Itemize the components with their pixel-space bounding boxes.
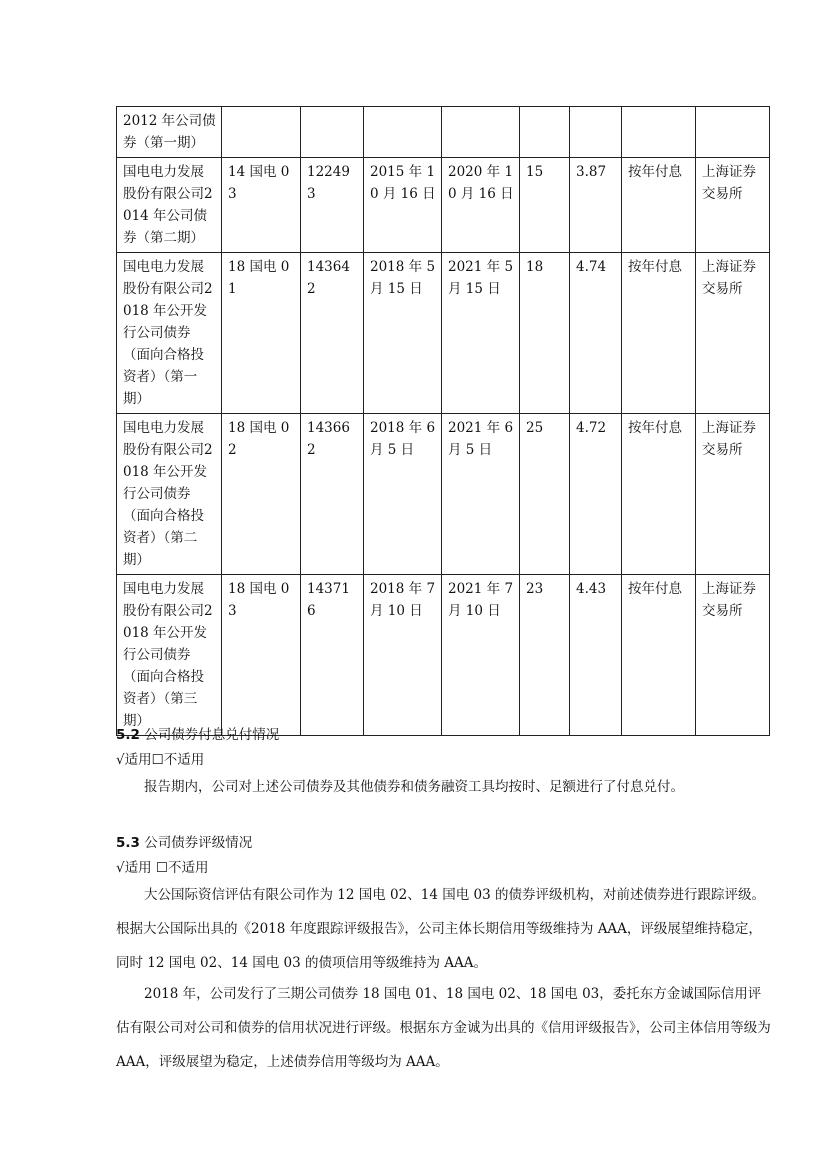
table-cell-abbr: 18 国电 01 xyxy=(222,253,301,414)
bond-table-body xyxy=(117,107,770,736)
table-cell-exchange: 上海证券交易所 xyxy=(696,575,770,736)
table-row xyxy=(117,253,770,414)
section-5-3-para2 xyxy=(116,977,771,1079)
section-5-2-body xyxy=(116,770,771,804)
table-cell-issue-date: 2018 年 5 月 15 日 xyxy=(364,253,442,414)
table-cell-payment: 按年付息 xyxy=(622,158,696,253)
table-cell-maturity: 2021 年 7 月 10 日 xyxy=(442,575,520,736)
table-cell-exchange: 上海证券交易所 xyxy=(696,414,770,575)
table-cell-rate: 4.72 xyxy=(570,414,622,575)
section-5-3-number: 5.3 xyxy=(116,835,140,851)
table-cell-maturity: 2021 年 5 月 15 日 xyxy=(442,253,520,414)
table-cell-name: 国电电力发展股份有限公司2018 年公开发行公司债券（面向合格投资者）（第一期） xyxy=(117,253,222,414)
table-row xyxy=(117,107,770,158)
table-cell-name: 国电电力发展股份有限公司2014 年公司债券（第二期） xyxy=(117,158,222,253)
bond-table xyxy=(116,106,770,736)
table-cell-maturity: 2020 年 10 月 16 日 xyxy=(442,158,520,253)
table-row xyxy=(117,414,770,575)
table-cell-abbr xyxy=(222,107,301,158)
table-cell-abbr: 18 国电 02 xyxy=(222,414,301,575)
table-cell-maturity xyxy=(442,107,520,158)
section-5-3-heading xyxy=(116,831,252,851)
table-cell-payment xyxy=(622,107,696,158)
table-cell-exchange xyxy=(696,107,770,158)
table-cell-rate: 3.87 xyxy=(570,158,622,253)
table-cell-issue-date: 2018 年 6 月 5 日 xyxy=(364,414,442,575)
section-5-2-heading xyxy=(116,723,279,743)
section-5-2-title: 公司债券付息兑付情况 xyxy=(144,727,280,743)
section-5-2-body-text: 报告期内，公司对上述公司债券及其他债券和债务融资工具均按时、足额进行了付息兑付。 xyxy=(144,779,684,795)
table-cell-issue-date xyxy=(364,107,442,158)
table-cell-code: 122493 xyxy=(301,158,364,253)
table-cell-abbr: 14 国电 03 xyxy=(222,158,301,253)
table-cell-code: 143662 xyxy=(301,414,364,575)
table-cell-payment: 按年付息 xyxy=(622,414,696,575)
table-cell-code: 143716 xyxy=(301,575,364,736)
section-5-3-para1-text: 大公国际资信评估有限公司作为 12 国电 02、14 国电 03 的债券评级机构，对前述债券进行跟踪评级。根据大公国际出具的《2018 年度跟踪评级报告》，公司主体长期信用等级维持为 AAA，评级展望维持稳定，同时 12 国电 02、14 国电 03 的债项信用等级维持为 AAA。 xyxy=(116,887,765,971)
table-cell-balance: 18 xyxy=(520,253,570,414)
table-cell-balance: 25 xyxy=(520,414,570,575)
table-cell-issue-date: 2015 年 10 月 16 日 xyxy=(364,158,442,253)
table-cell-rate xyxy=(570,107,622,158)
table-cell-balance xyxy=(520,107,570,158)
table-cell-payment: 按年付息 xyxy=(622,575,696,736)
table-cell-rate: 4.74 xyxy=(570,253,622,414)
table-cell-rate: 4.43 xyxy=(570,575,622,736)
table-cell-name: 2012 年公司债券（第一期） xyxy=(117,107,222,158)
table-cell-abbr: 18 国电 03 xyxy=(222,575,301,736)
table-cell-balance: 23 xyxy=(520,575,570,736)
table-cell-name: 国电电力发展股份有限公司2018 年公开发行公司债券（面向合格投资者）（第二期） xyxy=(117,414,222,575)
section-5-3-para1 xyxy=(116,878,771,980)
table-row xyxy=(117,575,770,736)
table-cell-payment: 按年付息 xyxy=(622,253,696,414)
section-5-3-para2-text: 2018 年，公司发行了三期公司债券 18 国电 01、18 国电 02、18 国电 03，委托东方金诚国际信用评估有限公司对公司和债券的信用状况进行评级。根据东方金诚为出具的《信用评级报告》，公司主体信用等级为 AAA，评级展望为稳定，上述债券信用等级均为 AAA。 xyxy=(116,986,771,1070)
table-cell-issue-date: 2018 年 7 月 10 日 xyxy=(364,575,442,736)
table-cell-code: 143642 xyxy=(301,253,364,414)
table-cell-name: 国电电力发展股份有限公司2018 年公开发行公司债券（面向合格投资者）（第三期） xyxy=(117,575,222,736)
table-cell-exchange: 上海证券交易所 xyxy=(696,158,770,253)
table-row xyxy=(117,158,770,253)
table-cell-exchange: 上海证券交易所 xyxy=(696,253,770,414)
table-cell-balance: 15 xyxy=(520,158,570,253)
section-5-2-applicable: √适用☐不适用 xyxy=(116,752,205,768)
section-5-3-title: 公司债券评级情况 xyxy=(144,835,253,851)
section-5-3-applicable: √适用 ☐不适用 xyxy=(116,860,209,876)
section-5-2-number: 5.2 xyxy=(116,727,140,743)
table-cell-maturity: 2021 年 6 月 5 日 xyxy=(442,414,520,575)
table-cell-code xyxy=(301,107,364,158)
